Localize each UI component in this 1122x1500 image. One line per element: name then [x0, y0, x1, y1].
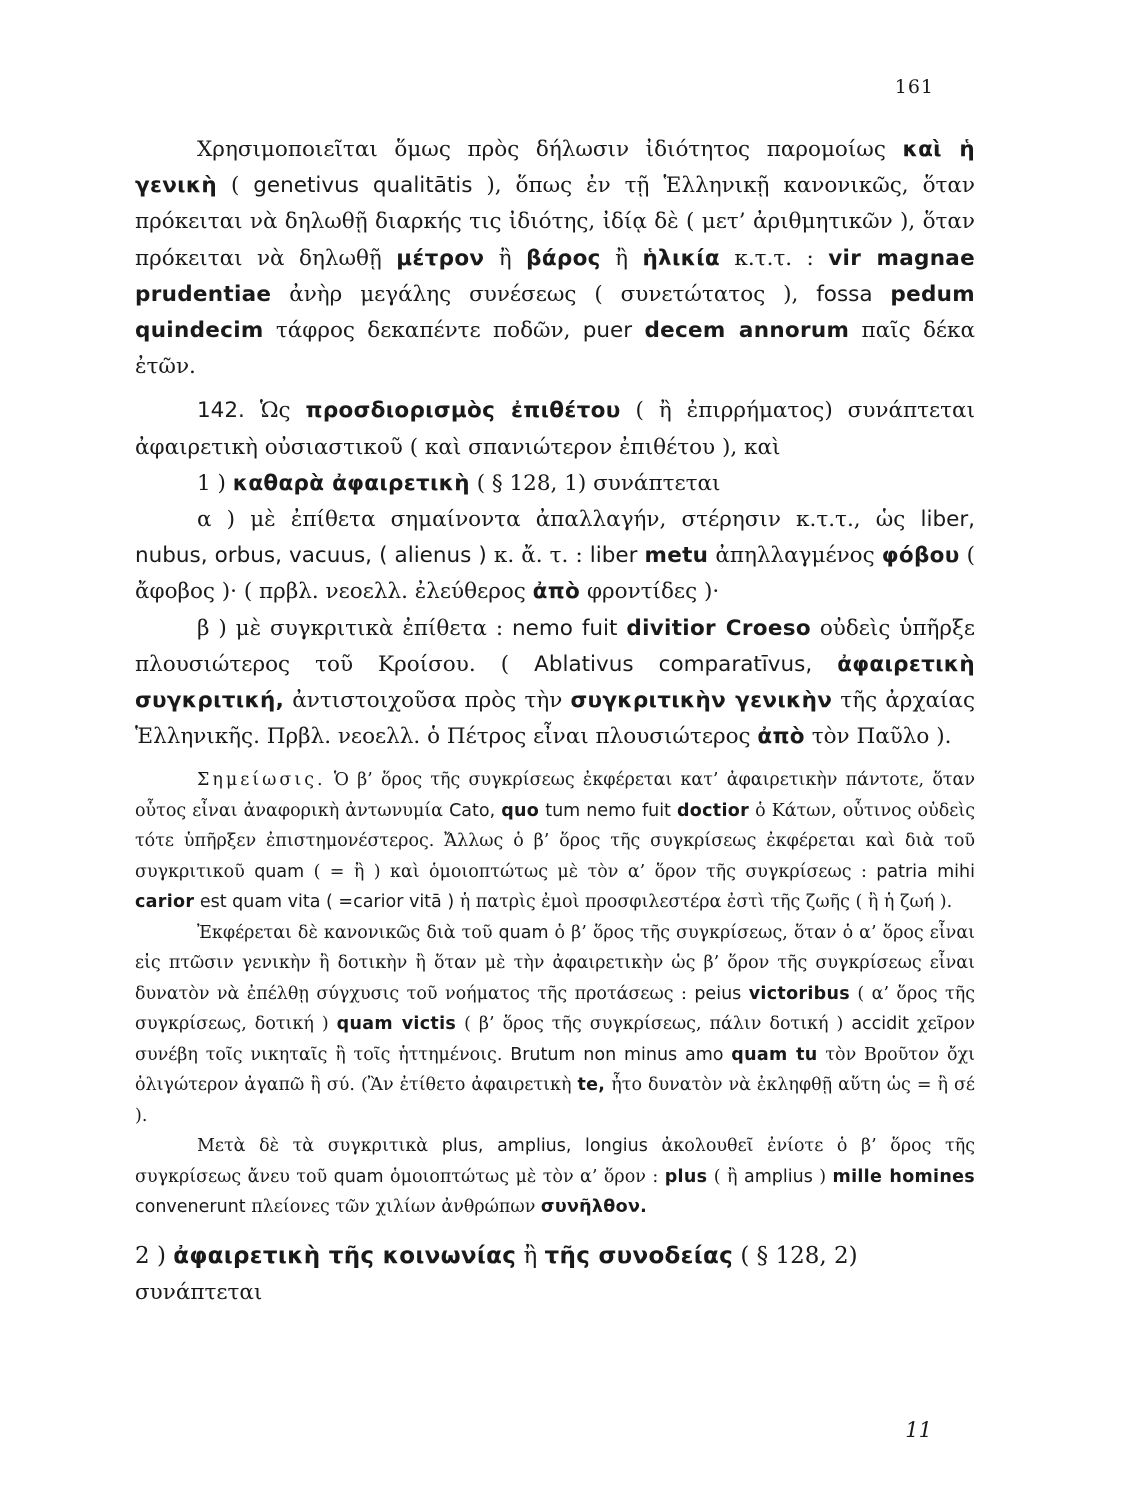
latin-term: accidit: [851, 1014, 909, 1035]
text-run: (: [217, 173, 254, 199]
text-run: ἢ: [484, 245, 527, 271]
bold-term: ἀφαιρετικὴ τῆς κοινωνίας: [173, 1242, 517, 1269]
page-number: 161: [894, 76, 934, 98]
latin-term: nemo fuit: [512, 615, 627, 641]
text-run: Χρησιμοποιεῖται ὅμως πρὸς δήλωσιν ἰδιότητος παρομοίως: [197, 137, 903, 162]
latin-example: victoribus: [748, 983, 850, 1004]
bold-term: συγκριτικὴν γενικὴν: [570, 688, 833, 714]
latin-example: doctior: [676, 800, 750, 821]
text-run: α ) μὲ ἐπίθετα σημαίνοντα ἀπαλλαγήν, στέρησιν κ.τ.τ., ὡς: [197, 507, 921, 533]
bold-term: ἀπὸ: [757, 724, 805, 750]
latin-term: tum nemo fuit: [539, 800, 677, 821]
latin-example: quam victis: [336, 1014, 457, 1035]
note-paragraph: [135, 918, 975, 1132]
text-run: τὸν Παῦλο ).: [804, 724, 952, 750]
intro-paragraph: [135, 132, 975, 385]
latin-example: divitior Croeso: [626, 615, 811, 641]
text-run: ( β’ ὅρος τῆς συγκρίσεως, πάλιν δοτική ): [456, 1014, 852, 1035]
latin-example: plus: [664, 1166, 708, 1187]
latin-term: quam: [254, 861, 305, 882]
latin-example: quo: [501, 800, 540, 821]
page-body: [135, 132, 975, 1311]
bold-term: προσδιορισμὸς ἐπιθέτου: [305, 398, 621, 424]
latin-term: patria mihi: [876, 861, 975, 882]
text-run: πλείονες τῶν χιλίων ἀνθρώπων: [245, 1197, 541, 1218]
latin-term: genetivus qualitātis: [253, 173, 473, 199]
subsection-2-heading: [135, 1237, 975, 1275]
section-142-paragraph: [135, 393, 975, 465]
text-run: ( α’ ὅρος τῆς συγκρίσεως, δοτική ): [135, 983, 975, 1035]
text-run: ( § 128, 1) συνάπτεται: [469, 470, 721, 496]
subsection-beta: [135, 611, 975, 756]
text-run: Ὡς: [244, 398, 306, 424]
latin-example: quam tu: [731, 1044, 818, 1065]
text-run: ( ἄφοβος )· ( πρβλ. νεοελλ. ἐλεύθερος: [135, 543, 975, 605]
text-run: β ) μὲ συγκριτικὰ ἐπίθετα :: [197, 615, 512, 641]
subsection-1: [135, 466, 975, 502]
note-paragraph: [135, 765, 975, 918]
text-run: Ἐκφέρεται δὲ κανονικῶς διὰ τοῦ: [197, 922, 499, 943]
latin-term: est quam vita ( =carior vitā ): [194, 892, 455, 913]
latin-term: puer: [582, 318, 645, 344]
text-run: συνάπτεται: [135, 1279, 263, 1305]
text-run: ἢ: [516, 1242, 545, 1269]
text-run: παῖς δέκα ἐτῶν.: [135, 318, 976, 380]
latin-term: amplius: [744, 1166, 813, 1187]
bold-term: ἀπὸ: [532, 579, 581, 605]
subsection-2-continuation: [135, 1275, 975, 1311]
latin-term: quam: [498, 922, 549, 943]
bold-term: τῆς συνοδείας: [544, 1242, 734, 1269]
note-label: Σημείωσις.: [197, 770, 326, 791]
text-run: ): [812, 1166, 833, 1187]
latin-term: convenerunt: [135, 1197, 246, 1218]
text-run: ( ἢ ἐπιρρήματος) συνάπτεται ἀφαιρετικὴ οὐσιαστικοῦ ( καὶ σπανιώτερον ἐπιθέτου ), καὶ: [135, 398, 976, 460]
latin-example: decem annorum: [644, 318, 850, 344]
text-run: φροντίδες )·: [580, 579, 720, 605]
text-run: ἢ: [600, 245, 643, 271]
text-run: ἀπηλλαγμένος: [708, 543, 882, 569]
section-number: 142.: [197, 398, 245, 424]
text-run: ἡ πατρὶς ἐμοὶ προσφιλεστέρα ἐστὶ τῆς ζωῆς ( ἢ ἡ ζωή ).: [454, 892, 953, 913]
text-run: [812, 652, 837, 677]
text-run: ( = ἢ ) καὶ ὁμοιοπτώτως μὲ τὸν α’ ὅρον τῆς συγκρίσεως :: [304, 861, 877, 882]
bold-term: καὶ ἡ γενικὴ: [135, 137, 976, 199]
bold-term: συνῆλθον.: [540, 1197, 648, 1218]
text-run: ὁμοιοπτώτως μὲ τὸν α’ ὅρον :: [383, 1166, 665, 1187]
text-run: ὁ β’ ὅρος τῆς συγκρίσεως, ὅταν ὁ α’ ὅρος εἶναι εἰς πτῶσιν γενικὴν ἢ δοτικὴν ἢ ὅταν μὲ τὴν ἀφαιρετικὴν ὡς β’ ὅρον τῆς συγκρίσεως εἶναι δυνατὸν νὰ ἐπέλθῃ σύγχυσις τοῦ νοήματος τῆς προτάσεως :: [135, 922, 975, 1004]
bold-term: βάρος: [526, 245, 601, 271]
latin-term: liber, nubus, orbus, vacuus, ( alienus ): [135, 507, 975, 569]
bold-term: φόβου: [881, 543, 960, 569]
text-run: ἀντιστοιχοῦσα πρὸς τὴν: [284, 688, 571, 714]
text-run: κ. ἄ. τ. :: [486, 543, 590, 569]
text-run: οὐδεὶς ὑπῆρξε πλουσιώτερος τοῦ Κροίσου. (: [135, 615, 975, 677]
text-run: Ὁ β’ ὅρος τῆς συγκρίσεως ἐκφέρεται κατ’ ἀφαιρετικὴν πάντοτε, ὅταν οὗτος εἶναι ἀναφορικὴ ἀντωνυμία: [135, 770, 975, 821]
text-run: ( § 128, 2): [733, 1242, 858, 1269]
text-run: ἦτο δυνατὸν νὰ ἐκληφθῇ αὕτη ὡς = ἢ σέ ).: [135, 1075, 975, 1126]
text-run: ), ὅπως ἐν τῇ Ἑλληνικῇ κανονικῶς, ὅταν πρόκειται νὰ δηλωθῇ διαρκής τις ἰδιότης, ἰδίᾳ δὲ ( μετ’ ἀριθμητικῶν ), ὅταν πρόκειται νὰ δηλωθῇ: [135, 173, 975, 271]
latin-term: Brutum non minus amo: [510, 1044, 732, 1065]
latin-example: carior: [135, 892, 195, 913]
text-run: τὸν Βροῦτον ὄχι ὀλιγώτερον ἀγαπῶ ἢ σύ. (Ἂν ἐτίθετο ἀφαιρετικὴ: [135, 1044, 975, 1096]
signature-mark: 11: [905, 1418, 932, 1442]
text-run: τάφρος δεκαπέντε ποδῶν,: [263, 318, 583, 344]
latin-term: fossa: [816, 281, 891, 307]
bold-term: καθαρὰ ἀφαιρετικὴ: [232, 470, 470, 496]
latin-term: quam: [333, 1166, 384, 1187]
latin-term: plus, amplius, longius: [441, 1136, 648, 1157]
latin-term: liber: [589, 543, 645, 569]
text-run: 1 ): [197, 470, 233, 496]
latin-term: Cato,: [449, 800, 502, 821]
subsection-alpha: [135, 502, 975, 611]
text-run: ἀκολουθεῖ ἐνίοτε ὁ β’ ὅρος τῆς συγκρίσεως ἄνευ τοῦ: [135, 1136, 976, 1187]
text-run: Μετὰ δὲ τὰ συγκριτικὰ: [197, 1136, 442, 1157]
text-run: 2 ): [135, 1242, 174, 1269]
bold-term: ἀφαιρετικὴ συγκριτική,: [135, 651, 975, 714]
text-run: ὁ Κάτων, οὗτινος οὐδεὶς τότε ὑπῆρξεν ἐπιστημονέστερος. Ἄλλως ὁ β’ ὅρος τῆς συγκρίσεως ἐκφέρεται καὶ διὰ τοῦ συγκριτικοῦ: [135, 800, 975, 882]
latin-example: pedum quindecim: [135, 281, 975, 344]
bold-term: μέτρον: [396, 245, 485, 271]
text-run: ( ἢ: [707, 1166, 744, 1187]
note-paragraph: [135, 1131, 975, 1223]
text-run: τῆς ἀρχαίας Ἑλληνικῆς. Πρβλ. νεοελλ. ὁ Πέτρος εἶναι πλουσιώτερος: [135, 688, 975, 750]
text-run: ἀνὴρ μεγάλης συνέσεως ( συνετώτατος ),: [271, 281, 817, 307]
latin-example: vir magnae prudentiae: [135, 245, 975, 307]
bold-term: ἡλικία: [642, 245, 720, 271]
latin-term: Ablativus comparatīvus,: [534, 651, 813, 677]
latin-example: te,: [577, 1075, 606, 1096]
latin-example: mille homines: [832, 1166, 975, 1187]
latin-example: metu: [644, 543, 709, 569]
latin-term: peius: [694, 983, 749, 1004]
text-run: χεῖρον συνέβη τοῖς νικηταῖς ἢ τοῖς ἡττημένοις.: [135, 1014, 975, 1065]
text-run: κ.τ.τ. :: [719, 245, 829, 271]
